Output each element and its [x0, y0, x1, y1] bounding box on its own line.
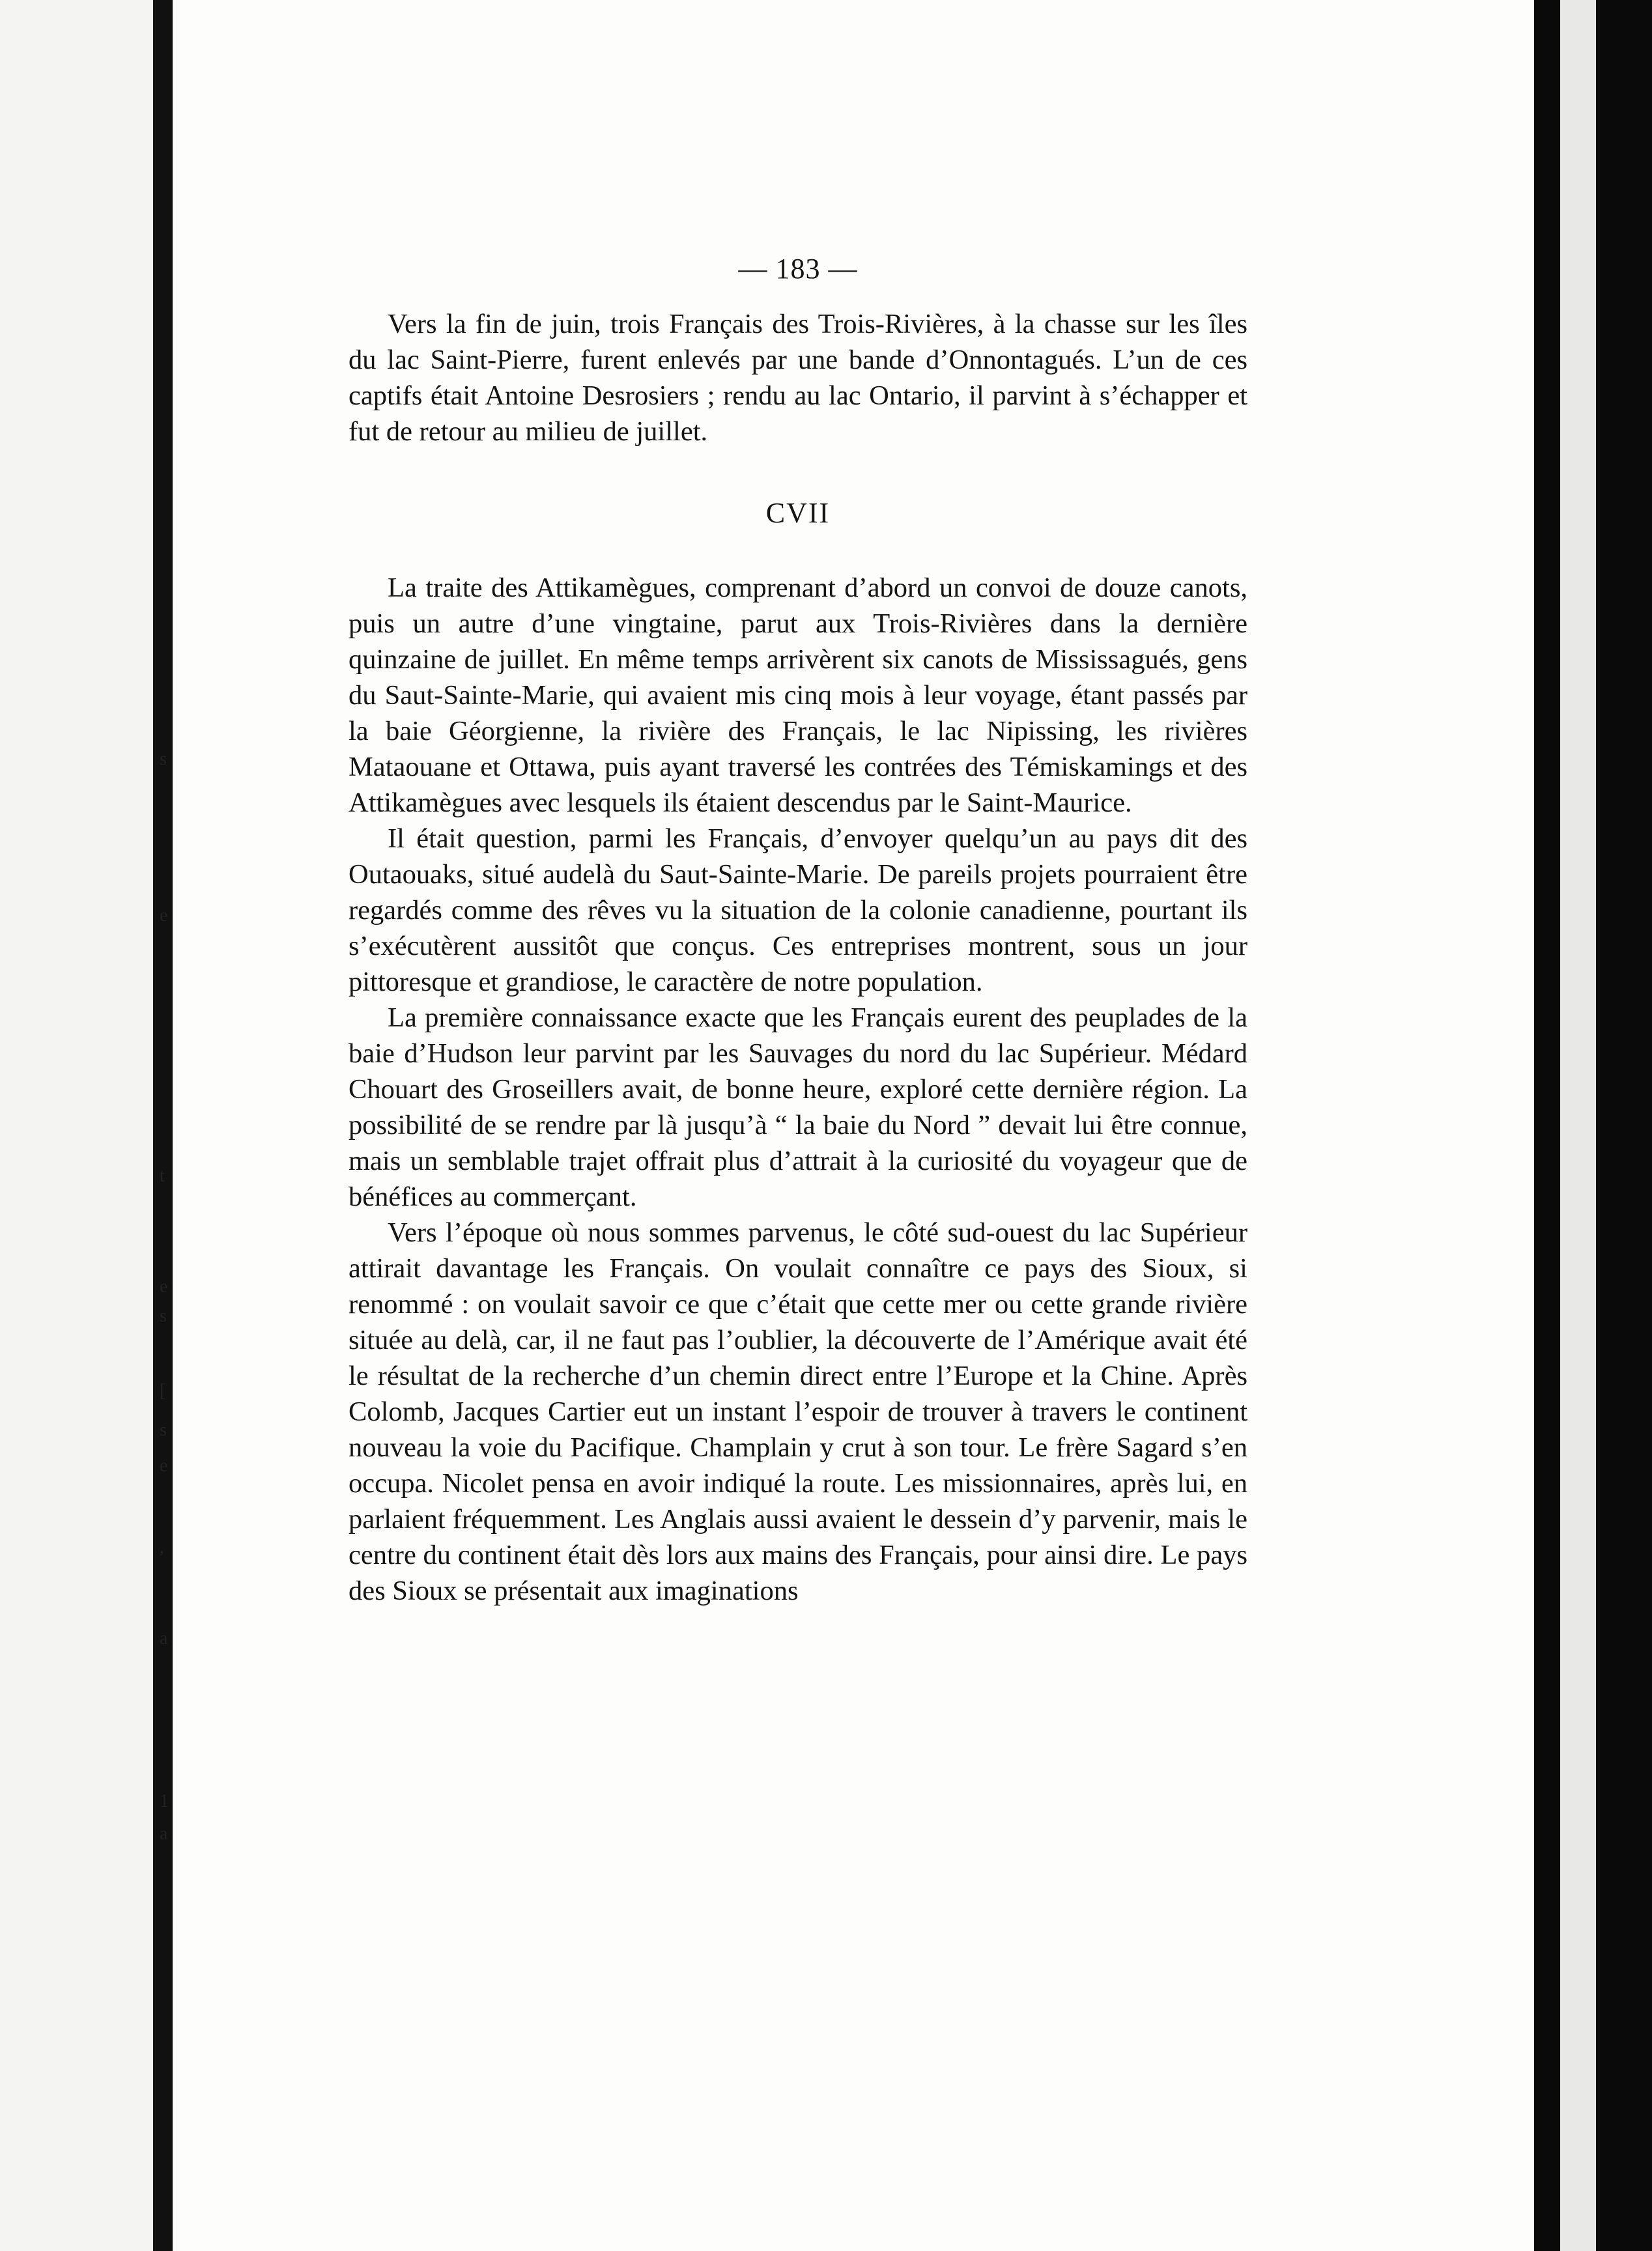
margin-fragment: t [160, 1166, 165, 1186]
margin-fragment: [ [160, 1381, 166, 1401]
page-edge-stripe [1560, 0, 1596, 2251]
margin-fragment: s [160, 749, 167, 769]
paragraph: Vers la fin de juin, trois Français des Trois-Rivières, à la chasse sur les îles du lac Saint-Pierre, furent enlevés par une bande d’Onnontagués. L’un de ces captifs était Antoine Desrosiers ; rendu au lac Ontario, il parvint à s’échapper et fut de retour au milieu de juillet. [349, 309, 1247, 447]
margin-fragment: 1 [160, 1791, 169, 1811]
margin-fragment: s [160, 1420, 167, 1440]
paragraph: La première connaissance exacte que les Français eurent des peuplades de la baie d’Hudson leur parvint par les Sauvages du nord du lac Supérieur. Médard Chouart des Groseillers avait, de bonne heure, exploré cette dernière région. La possibilité de se rendre par là jusqu’à “ la baie du Nord ” devait lui être connue, mais un semblable trajet offrait plus d’attrait à la curiosité du voyageur que de bénéfices au commerçant. [349, 1002, 1247, 1212]
margin-fragment: e [160, 1277, 168, 1297]
margin-fragment: e [160, 905, 168, 926]
margin-fragment: a [160, 1824, 168, 1844]
margin-fragment: e [160, 1456, 168, 1476]
margin-fragment: , [160, 1537, 164, 1557]
paragraph: Vers l’époque où nous sommes parvenus, le côté sud-ouest du lac Supérieur attirait davantage les Français. On voulait connaître ce pays des Sioux, si renommé : on voulait savoir ce que c’était que cette mer ou cette grande rivière située au delà, car, il ne faut pas l’oublier, la découverte de l’Amérique avait été le résultat de la recherche d’un chemin direct entre l’Europe et la Chine. Après Colomb, Jacques Cartier eut un instant l’espoir de trouver à travers le continent nouveau la voie du Pacifique. Champlain y crut à son tour. Le frère Sagard s’en occupa. Nicolet pensa en avoir indiqué la route. Les missionnaires, après lui, en parlaient fréquemment. Les Anglais aussi avaient le dessein d’y parvenir, mais le centre du continent était dès lors aux mains des Français, pour ainsi dire. Le pays des Sioux se présentait aux imaginations [349, 1217, 1247, 1606]
adjacent-page-fragments [160, 0, 169, 2251]
paragraph: La traite des Attikamègues, comprenant d’abord un convoi de douze canots, puis un autre d’une vingtaine, parut aux Trois-Rivières dans la dernière quinzaine de juillet. En même temps arrivèrent six canots de Mississagués, gens du Saut-Sainte-Marie, qui avaient mis cinq mois à leur voyage, étant passés par la baie Géorgienne, la rivière des Français, le lac Nipissing, les rivières Mataouane et Ottawa, puis ayant traversé les contrées des Témiskamings et des Attikamègues avec lesquels ils étaient descendus par le Saint-Maurice. [349, 573, 1247, 818]
adjacent-page-strip [0, 0, 153, 2251]
margin-fragment: s [160, 1306, 167, 1326]
section-heading: CVII [765, 497, 831, 529]
margin-fragment: a [160, 1628, 168, 1649]
page-number: — 183 — [738, 253, 858, 285]
page-text [349, 251, 1247, 1609]
paragraph: Il était question, parmi les Français, d’envoyer quelqu’un au pays dit des Outaouaks, situé audelà du Saut-Sainte-Marie. De pareils projets pourraient être regardés comme des rêves vu la situation de la colonie canadienne, pourtant ils s’exécutèrent aussitôt que conçus. Ces entreprises montrent, sous un jour pittoresque et grandiose, le caractère de notre population. [349, 823, 1247, 997]
